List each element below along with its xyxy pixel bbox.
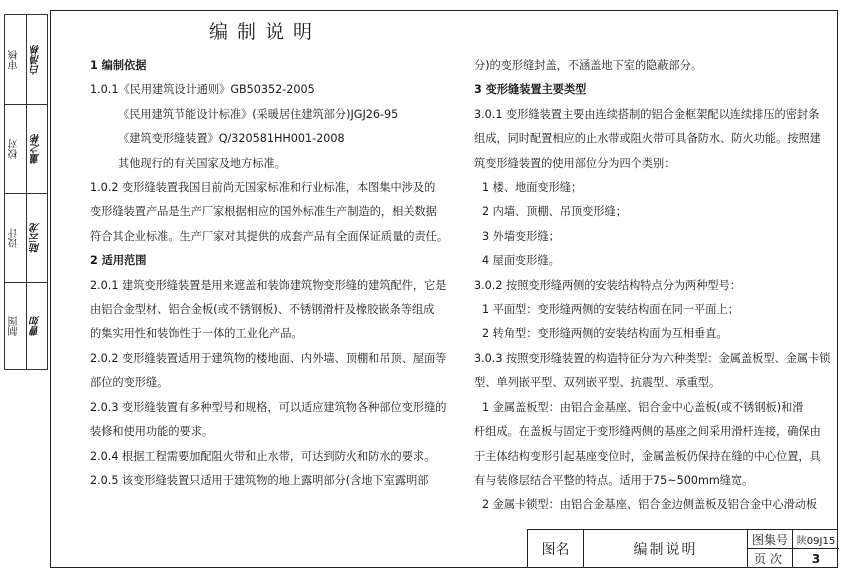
left-text-block — [90, 54, 449, 493]
text-line: 4 屋面变形缝。 — [482, 254, 560, 268]
text-line: 有与装修层结合平整的特点。适用于75~500mm缝宽。 — [474, 473, 754, 487]
text-line: 其他现行的有关国家及地方标准。 — [118, 156, 286, 170]
text-line: 2 内墙、顶棚、吊顶变形缝； — [482, 205, 627, 219]
right-column — [474, 54, 831, 518]
text-line: 《建筑变形缝装置》Q/320581HH001-2008 — [118, 132, 345, 146]
section-heading: 3 变形缝装置主要类型 — [474, 83, 587, 97]
text-line: 部位的变形缝。 — [90, 376, 169, 390]
sidebar-signature-check: 董之彬 — [31, 134, 43, 164]
sidebar-role-design: 设计 — [9, 228, 21, 248]
text-line: 《民用建筑节能设计标准》(采暖居住建筑部分)JGJ26-95 — [118, 107, 399, 121]
title-block — [527, 529, 838, 568]
sidebar-signature-design: 陆云龙 — [31, 223, 43, 253]
text-line: 3.0.3 按照变形缝装置的构造特征分为六种类型：金属盖板型、金属卡锁 — [474, 351, 831, 365]
sidebar-row-design — [5, 193, 47, 282]
text-line: 1 平面型：变形缝两侧的安装结构面在同一平面上； — [482, 303, 739, 317]
page-title: 编制说明 — [208, 21, 321, 43]
title-block-set-label: 图集号 — [748, 530, 793, 549]
text-line: 2.0.3 变形缝装置有多种型号和规格，可以适应建筑物各种部位变形缝的 — [90, 400, 447, 414]
text-line: 装修和使用功能的要求。 — [90, 425, 214, 439]
text-line: 于主体结构变形引起基座变位时，金属盖板仍保持在缝的中心位置，具 — [474, 449, 821, 463]
text-line: 组成，同时配置相应的止水带或阻火带可具备防水、防火功能。按照建 — [474, 132, 821, 146]
text-line: 分)的变形缝封盖，不涵盖地下室的隐蔽部分。 — [474, 59, 703, 72]
text-line: 1.0.1《民用建筑设计通则》GB50352-2005 — [90, 83, 315, 97]
sidebar-role-drafting: 制图 — [9, 316, 21, 336]
sidebar-signature-cell — [26, 283, 48, 369]
text-line: 1 金属盖板型：由铝合金基座、铝合金中心盖板(或不锈钢板)和滑 — [482, 400, 804, 414]
text-line: 型、单列嵌平型、双列嵌平型、抗震型、承重型。 — [474, 376, 721, 390]
section-heading: 1 编制依据 — [90, 59, 147, 72]
text-line: 2 转角型：变形缝两侧的安装结构面为互相垂直。 — [482, 327, 728, 341]
sidebar-row-review — [5, 15, 47, 104]
section-heading: 2 适用范围 — [90, 254, 147, 268]
sidebar-row-check — [5, 104, 47, 193]
sidebar-role-cell — [5, 194, 26, 282]
text-line: 2.0.4 根据工程需要加配阻火带和止水带，可达到防火和防水的要求。 — [90, 449, 436, 463]
sidebar-role-check: 校对 — [9, 139, 21, 159]
text-line: 的集实用性和装饰性于一体的工业化产品。 — [90, 327, 303, 341]
sidebar-signature-review: 白清栋 — [31, 44, 43, 75]
text-line: 2.0.2 变形缝装置适用于建筑物的楼地面、内外墙、顶棚和吊顶、屋面等 — [90, 351, 447, 365]
signature-sidebar — [4, 14, 48, 370]
sidebar-signature-cell — [26, 194, 48, 282]
text-line: 筑变形缝装置的使用部位分为四个类别： — [474, 156, 676, 170]
right-text-block — [474, 54, 831, 518]
text-line: 1.0.2 变形缝装置我国目前尚无国家标准和行业标准，本图集中涉及的 — [90, 181, 436, 195]
sidebar-signature-cell — [26, 105, 48, 193]
text-line: 2.0.1 建筑变形缝装置是用来遮盖和装饰建筑物变形缝的建筑配件，它是 — [90, 278, 447, 292]
text-line: 1 楼、地面变形缝； — [482, 181, 583, 195]
sidebar-role-review: 审核 — [9, 49, 21, 70]
text-line: 2.0.5 该变形缝装置只适用于建筑物的地上露明部分(含地下室露明部 — [90, 473, 429, 487]
text-line: 3 外墙变形缝； — [482, 229, 560, 243]
left-column — [90, 10, 449, 493]
title-block-set-value: 陕09J15 — [793, 530, 839, 549]
sidebar-role-cell — [5, 15, 26, 104]
text-line: 变形缝装置产品是生产厂家根据相应的国外标准生产制造的，相关数据 — [90, 205, 437, 219]
text-line: 杆组成。在盖板与固定于变形缝两侧的基座之间采用滑杆连接，确保由 — [474, 425, 821, 439]
text-line: 符合其企业标准。生产厂家对其提供的成套产品有全面保证质量的责任。 — [90, 229, 449, 243]
sidebar-role-cell — [5, 283, 26, 369]
text-line: 由铝合金型材、铝合金板(或不锈钢板)、不锈钢滑杆及橡胶嵌条等组成 — [90, 303, 435, 317]
title-block-page-value: 3 — [811, 551, 821, 566]
text-line: 3.0.2 按照变形缝两侧的安装结构特点分为两种型号： — [474, 278, 741, 292]
text-line: 3.0.1 变形缝装置主要由连续搭制的铝合金框架配以连续排压的密封条 — [474, 107, 820, 121]
title-block-page-label: 页次 — [748, 549, 793, 568]
title-block-name-label: 图名 — [528, 530, 584, 568]
sidebar-signature-drafting: 曹如 — [31, 316, 43, 336]
sidebar-role-cell — [5, 105, 26, 193]
sidebar-signature-cell — [26, 15, 48, 104]
text-line: 2 金属卡锁型：由铝合金基座、铝合金边侧盖板及铝合金中心滑动板 — [482, 498, 818, 512]
sidebar-row-drafting — [5, 282, 47, 369]
title-block-name-value: 编制说明 — [584, 530, 748, 568]
